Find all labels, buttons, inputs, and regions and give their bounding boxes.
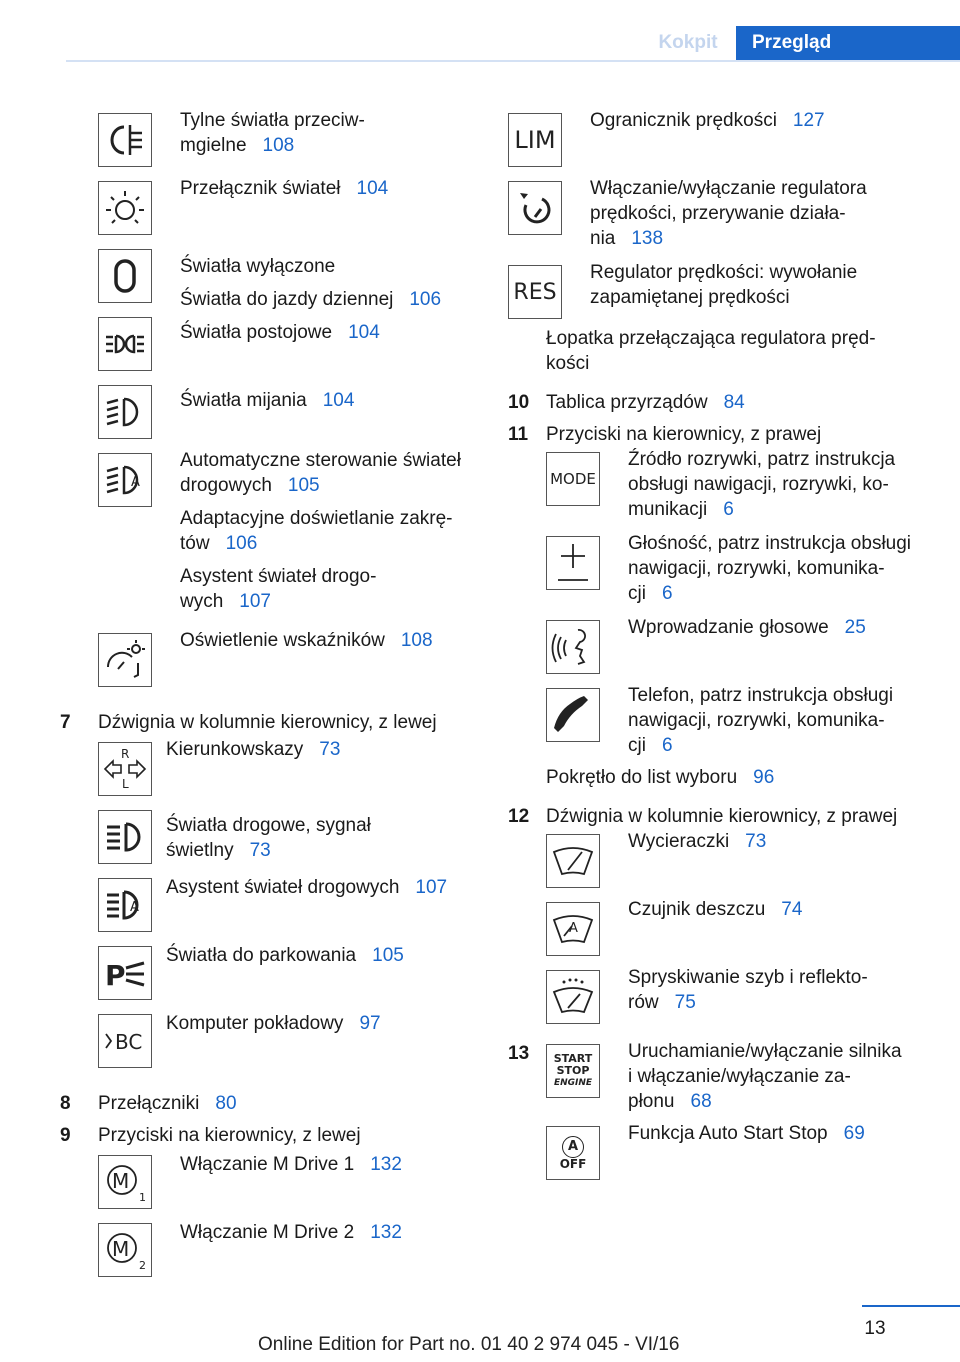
svg-text:BC: BC (115, 1030, 143, 1054)
page-reference-link[interactable]: 84 (723, 392, 745, 413)
item-title: Dźwignia w kolumnie kierownicy, z prawej (546, 806, 898, 827)
item-label: Włączanie M Drive 2 (180, 1222, 355, 1243)
left-column (60, 108, 480, 1286)
page-reference-link[interactable]: 80 (215, 1093, 237, 1114)
m-drive-2-icon (98, 1223, 152, 1277)
list-item (60, 108, 480, 176)
item-label: Kierunkowskazy (166, 739, 304, 760)
item-label: prędkości, przerywanie działa- (590, 203, 846, 224)
page-reference-link[interactable]: 104 (348, 322, 380, 343)
item-title: Przyciski na kierownicy, z prawej (546, 424, 822, 445)
item-label: Pokrętło do list wyboru (546, 767, 738, 788)
svg-text:A: A (131, 475, 140, 490)
footer-text: Online Edition for Part no. 01 40 2 974 045 - VI/16 (258, 1334, 680, 1355)
page-reference-link[interactable]: 108 (400, 630, 433, 651)
item-label: Adaptacyjne doświetlanie zakrę- (180, 508, 453, 529)
page-reference-link[interactable]: 107 (415, 877, 448, 898)
page-reference-link[interactable]: 73 (745, 831, 767, 852)
page-reference-link[interactable]: 106 (225, 533, 258, 554)
item-label: nawigacji, rozrywki, komunika- (628, 558, 885, 579)
list-item (508, 897, 948, 965)
page-reference-link[interactable]: 104 (356, 178, 389, 199)
item-label: cji (628, 735, 646, 756)
page-reference-link[interactable]: 6 (661, 735, 673, 756)
list-item (508, 531, 948, 615)
item-label: Łopatka przełączająca regulatora pręd- (546, 328, 876, 349)
mode-icon: MODE (546, 452, 600, 506)
item-title: Przełączniki (98, 1093, 200, 1114)
icon-text: OFF (559, 1156, 587, 1171)
svg-text:2: 2 (139, 1259, 146, 1272)
page-reference-link[interactable]: 127 (792, 110, 825, 131)
item-label: Asystent świateł drogo- (180, 566, 377, 587)
rear-fog-light-icon (98, 113, 152, 167)
page-reference-link[interactable]: 108 (262, 135, 295, 156)
svg-text:M: M (112, 1169, 130, 1193)
list-item (60, 873, 480, 941)
item-label: Spryskiwanie szyb i reflekto- (628, 967, 868, 988)
item-label: Regulator prędkości: wywołanie (590, 262, 858, 283)
item-label: Uruchamianie/wyłączanie silnika (628, 1041, 902, 1062)
board-computer-icon (98, 1014, 152, 1068)
footer-rule (862, 1305, 960, 1307)
item-label: Źródło rozrywki, patrz instrukcja (628, 449, 896, 470)
icon-text: START (553, 1052, 593, 1065)
list-item (508, 615, 948, 683)
page-reference-link[interactable]: 74 (781, 899, 803, 920)
list-item (508, 965, 948, 1039)
item-label: Funkcja Auto Start Stop (628, 1123, 828, 1144)
item-number: 12 (508, 806, 530, 827)
item-number: 9 (60, 1125, 71, 1146)
page-reference-link[interactable]: 6 (723, 499, 734, 520)
list-item (508, 683, 948, 765)
item-label: Wycieraczki (628, 831, 730, 852)
page-reference-link[interactable]: 105 (287, 475, 320, 496)
item-label: Światła mijania (180, 390, 307, 411)
list-item (60, 941, 480, 1009)
item-number: 10 (508, 392, 530, 413)
rain-sensor-icon (546, 902, 600, 956)
list-item (508, 108, 948, 176)
page-reference-link[interactable]: 25 (844, 617, 866, 638)
light-switch-icon (98, 181, 152, 235)
list-item-12 (508, 804, 948, 829)
wiper-icon (546, 834, 600, 888)
list-item (60, 805, 480, 873)
page-reference-link[interactable]: 107 (239, 591, 271, 612)
page-reference-link[interactable]: 97 (359, 1013, 381, 1034)
page-reference-link[interactable]: 68 (690, 1091, 712, 1112)
item-label: i włączanie/wyłączanie za- (628, 1066, 851, 1087)
dial-text (546, 765, 948, 790)
header-rule (66, 60, 960, 62)
item-label: cji (628, 583, 646, 604)
list-item (60, 1150, 480, 1218)
list-item-8 (60, 1091, 480, 1116)
high-beam-assist-icon (98, 878, 152, 932)
list-item-10 (508, 390, 948, 415)
paddle-text (546, 326, 948, 376)
list-item-9 (60, 1123, 480, 1148)
list-item (60, 380, 480, 448)
right-column (508, 108, 948, 1189)
parking-light-icon (98, 946, 152, 1000)
volume-icon (546, 536, 600, 590)
icon-text: ENGINE (553, 1078, 593, 1088)
list-item (508, 260, 948, 326)
list-item (60, 244, 480, 312)
instrument-lighting-icon (98, 633, 152, 687)
item-label: Oświetlenie wskaźników (180, 630, 385, 651)
item-label: Światła do parkowania (166, 945, 357, 966)
low-beam-icon (98, 385, 152, 439)
svg-text:M: M (112, 1237, 130, 1261)
parking-lights-icon (98, 317, 152, 371)
item-label: płonu (628, 1091, 675, 1112)
auto-start-stop-icon (546, 1126, 600, 1180)
item-label: mgielne (180, 135, 247, 156)
page-reference-link[interactable]: 104 (322, 390, 355, 411)
high-beam-icon (98, 810, 152, 864)
page-reference-link[interactable]: 96 (753, 767, 775, 788)
washer-icon (546, 970, 600, 1024)
svg-text:R: R (121, 747, 130, 761)
item-title: Dźwignia w kolumnie kierownicy, z lewej (98, 712, 437, 733)
icon-text: A (562, 1136, 584, 1158)
page-reference-link[interactable]: 138 (631, 228, 664, 249)
item-label: Głośność, patrz instrukcja obsługi (628, 533, 912, 554)
item-label: Automatyczne sterowanie świateł (180, 450, 461, 471)
item-label: munikacji (628, 499, 708, 520)
tab-kokpit[interactable]: Kokpit (658, 32, 718, 53)
list-item (60, 176, 480, 244)
start-stop-engine-icon (546, 1044, 600, 1098)
item-label: tów (180, 533, 210, 554)
item-title: Przyciski na kierownicy, z lewej (98, 1125, 361, 1146)
list-item (60, 312, 480, 380)
item-label: Światła drogowe, sygnał (166, 815, 371, 836)
item-label: Tylne światła przeciw- (180, 110, 365, 131)
list-item (60, 1218, 480, 1286)
page-reference-link[interactable]: 69 (843, 1123, 865, 1144)
item-label: obsługi nawigacji, rozrywki, ko- (628, 474, 889, 495)
page-reference-link[interactable]: 73 (249, 840, 271, 861)
res-icon: RES (508, 265, 562, 319)
page-reference-link[interactable]: 132 (370, 1222, 402, 1243)
m-drive-1-icon (98, 1155, 152, 1209)
list-item (508, 829, 948, 897)
page-reference-link[interactable]: 73 (319, 739, 341, 760)
item-label: Włączanie/wyłączanie regulatora (590, 178, 867, 199)
item-label: Ogranicznik prędkości (590, 110, 777, 131)
item-number: 8 (60, 1093, 71, 1114)
item-label: Włączanie M Drive 1 (180, 1154, 355, 1175)
auto-headlight-icon (98, 453, 152, 507)
list-item (60, 1009, 480, 1091)
svg-text:1: 1 (139, 1191, 146, 1204)
cruise-control-icon (508, 181, 562, 235)
item-title: Tablica przyrządów (546, 392, 708, 413)
item-label: Asystent świateł drogowych (166, 877, 400, 898)
icon-text: STOP (556, 1064, 590, 1077)
item-label: wych (180, 591, 224, 612)
list-item (60, 737, 480, 805)
item-label: Światła do jazdy dziennej (180, 289, 394, 310)
page-reference-link[interactable]: 105 (372, 945, 404, 966)
item-label: rów (628, 992, 659, 1013)
page-reference-link[interactable]: 75 (674, 992, 696, 1013)
item-label: Czujnik deszczu (628, 899, 766, 920)
item-number: 7 (60, 712, 71, 733)
svg-text:L: L (122, 777, 129, 791)
page-reference-link[interactable]: 106 (409, 289, 442, 310)
list-item-13 (508, 1039, 948, 1121)
telephone-icon (546, 688, 600, 742)
lights-off-icon (98, 249, 152, 303)
item-label: Światła wyłączone (180, 256, 336, 277)
item-label: Komputer pokładowy (166, 1013, 344, 1034)
svg-text:P: P (105, 959, 126, 992)
item-label: kości (546, 353, 590, 374)
item-label: drogowych (180, 475, 272, 496)
item-number: 11 (508, 424, 529, 445)
tab-przeglad[interactable]: Przegląd (736, 26, 960, 62)
page-reference-link[interactable]: 132 (370, 1154, 402, 1175)
lim-icon: LIM (508, 113, 562, 167)
item-number: 13 (508, 1043, 530, 1064)
item-label: Przełącznik świateł (180, 178, 341, 199)
item-label: zapamiętanej prędkości (590, 287, 790, 308)
list-item (508, 176, 948, 260)
page-reference-link[interactable]: 6 (661, 583, 673, 604)
list-item (508, 447, 948, 531)
svg-text:A: A (130, 900, 139, 915)
item-label: nia (590, 228, 616, 249)
list-item (60, 448, 480, 628)
svg-text:A: A (569, 921, 578, 936)
item-label: Wprowadzanie głosowe (628, 617, 829, 638)
item-label: nawigacji, rozrywki, komunika- (628, 710, 885, 731)
list-item (60, 628, 480, 714)
voice-input-icon (546, 620, 600, 674)
turn-signal-icon (98, 742, 152, 796)
item-label: Światła postojowe (180, 322, 333, 343)
item-label: Telefon, patrz instrukcja obsługi (628, 685, 894, 706)
item-label: świetlny (166, 840, 234, 861)
list-item (508, 1121, 948, 1189)
page-number: 13 (864, 1318, 886, 1339)
list-item-11 (508, 422, 948, 447)
